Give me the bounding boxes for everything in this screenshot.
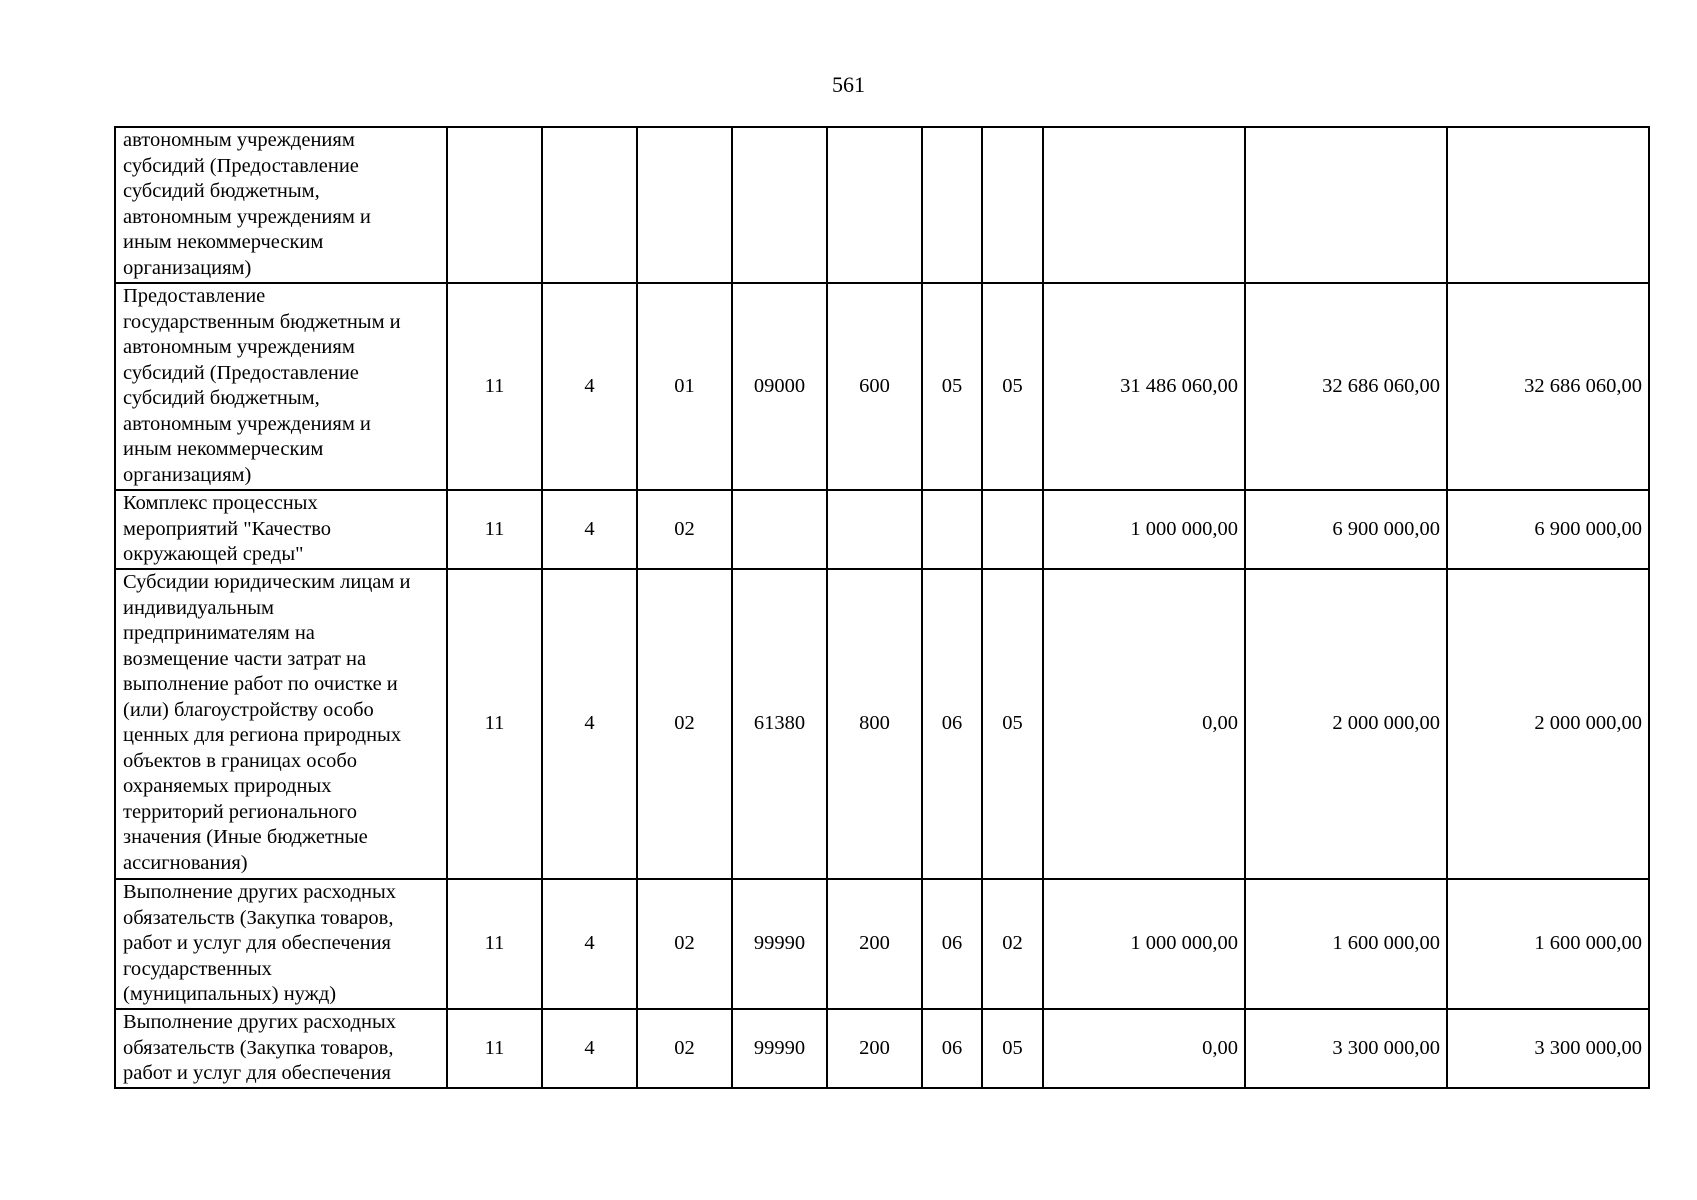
code-cell: 4 xyxy=(542,569,637,879)
table-row xyxy=(115,879,1649,1009)
code-cell: 99990 xyxy=(732,879,827,1009)
description-line: Выполнение других расходных xyxy=(123,1011,397,1033)
description-line: охраняемых природных xyxy=(123,775,332,797)
amount-cell: 3 300 000,00 xyxy=(1447,1009,1649,1088)
row-description xyxy=(115,127,447,283)
code-cell: 09000 xyxy=(732,283,827,490)
description-line: автономным учреждениям xyxy=(123,129,355,151)
code-cell: 06 xyxy=(922,569,982,879)
code-cell xyxy=(827,490,922,569)
amount-cell: 6 900 000,00 xyxy=(1245,490,1447,569)
table-row xyxy=(115,490,1649,569)
budget-table xyxy=(114,126,1650,1089)
code-cell: 4 xyxy=(542,879,637,1009)
code-cell: 02 xyxy=(637,569,732,879)
amount-cell xyxy=(1245,127,1447,283)
code-cell: 11 xyxy=(447,1009,542,1088)
description-line: территорий регионального xyxy=(123,800,357,823)
row-description xyxy=(115,1009,447,1088)
code-cell xyxy=(827,127,922,283)
code-cell: 200 xyxy=(827,1009,922,1088)
code-cell xyxy=(732,127,827,283)
code-cell: 11 xyxy=(447,283,542,490)
description-line: работ и услуг для обеспечения xyxy=(123,1062,391,1084)
code-cell xyxy=(922,127,982,283)
amount-cell: 0,00 xyxy=(1043,1009,1245,1088)
amount-cell: 1 000 000,00 xyxy=(1043,879,1245,1009)
code-cell: 02 xyxy=(982,879,1043,1009)
amount-cell: 2 000 000,00 xyxy=(1447,569,1649,879)
code-cell xyxy=(982,490,1043,569)
code-cell xyxy=(637,127,732,283)
description-line: субсидий бюджетным, xyxy=(123,180,320,202)
description-line: Комплекс процессных xyxy=(123,492,318,514)
description-line: возмещение части затрат на xyxy=(123,647,367,670)
code-cell: 05 xyxy=(982,569,1043,879)
code-cell: 02 xyxy=(637,490,732,569)
table-row xyxy=(115,1009,1649,1088)
description-line: иным некоммерческим xyxy=(123,438,324,460)
description-line: мероприятий "Качество xyxy=(123,517,332,540)
amount-cell xyxy=(1043,127,1245,283)
amount-cell: 2 000 000,00 xyxy=(1245,569,1447,879)
description-line: автономным учреждениям и xyxy=(123,205,371,228)
amount-cell: 1 600 000,00 xyxy=(1447,879,1649,1009)
code-cell xyxy=(447,127,542,283)
code-cell: 05 xyxy=(922,283,982,490)
code-cell: 4 xyxy=(542,490,637,569)
row-description xyxy=(115,283,447,490)
code-cell: 11 xyxy=(447,490,542,569)
code-cell: 61380 xyxy=(732,569,827,879)
description-line: Выполнение других расходных xyxy=(123,881,397,903)
description-line: организациям) xyxy=(123,463,252,486)
description-line: объектов в границах особо xyxy=(123,749,358,772)
row-description xyxy=(115,490,447,569)
description-line: субсидий бюджетным, xyxy=(123,387,320,409)
code-cell: 99990 xyxy=(732,1009,827,1088)
row-description xyxy=(115,879,447,1009)
description-line: (или) благоустройству особо xyxy=(123,698,374,721)
amount-cell: 31 486 060,00 xyxy=(1043,283,1245,490)
row-description xyxy=(115,569,447,879)
description-line: субсидий (Предоставление xyxy=(123,154,359,177)
code-cell xyxy=(732,490,827,569)
code-cell xyxy=(922,490,982,569)
code-cell: 4 xyxy=(542,1009,637,1088)
amount-cell: 6 900 000,00 xyxy=(1447,490,1649,569)
code-cell: 02 xyxy=(637,1009,732,1088)
amount-cell xyxy=(1447,127,1649,283)
code-cell: 200 xyxy=(827,879,922,1009)
description-line: выполнение работ по очистке и xyxy=(123,673,398,695)
amount-cell: 1 600 000,00 xyxy=(1245,879,1447,1009)
code-cell: 05 xyxy=(982,283,1043,490)
description-line: предпринимателям на xyxy=(123,622,315,644)
amount-cell: 32 686 060,00 xyxy=(1245,283,1447,490)
code-cell: 02 xyxy=(637,879,732,1009)
amount-cell: 1 000 000,00 xyxy=(1043,490,1245,569)
code-cell: 11 xyxy=(447,569,542,879)
description-line: (муниципальных) нужд) xyxy=(123,983,337,1005)
table-row xyxy=(115,127,1649,283)
code-cell xyxy=(982,127,1043,283)
code-cell xyxy=(542,127,637,283)
amount-cell: 3 300 000,00 xyxy=(1245,1009,1447,1088)
code-cell: 600 xyxy=(827,283,922,490)
amount-cell: 0,00 xyxy=(1043,569,1245,879)
table-row xyxy=(115,283,1649,490)
description-line: окружающей среды" xyxy=(123,543,304,565)
description-line: ценных для региона природных xyxy=(123,724,402,746)
description-line: Предоставление xyxy=(123,285,266,307)
description-line: значения (Иные бюджетные xyxy=(123,826,368,848)
description-line: обязательств (Закупка товаров, xyxy=(123,906,394,929)
code-cell: 4 xyxy=(542,283,637,490)
code-cell: 800 xyxy=(827,569,922,879)
description-line: государственным бюджетным и xyxy=(123,310,401,333)
description-line: ассигнования) xyxy=(123,851,248,874)
page-number: 561 xyxy=(832,72,865,97)
description-line: автономным учреждениям xyxy=(123,336,355,358)
description-line: обязательств (Закупка товаров, xyxy=(123,1036,394,1059)
description-line: индивидуальным xyxy=(123,596,274,619)
description-line: Субсидии юридическим лицам и xyxy=(123,571,411,593)
description-line: иным некоммерческим xyxy=(123,231,324,253)
amount-cell: 32 686 060,00 xyxy=(1447,283,1649,490)
description-line: организациям) xyxy=(123,256,252,279)
description-line: субсидий (Предоставление xyxy=(123,361,359,384)
code-cell: 05 xyxy=(982,1009,1043,1088)
description-line: автономным учреждениям и xyxy=(123,412,371,435)
code-cell: 06 xyxy=(922,1009,982,1088)
table-row xyxy=(115,569,1649,879)
code-cell: 06 xyxy=(922,879,982,1009)
description-line: работ и услуг для обеспечения xyxy=(123,932,391,954)
description-line: государственных xyxy=(123,957,272,980)
code-cell: 11 xyxy=(447,879,542,1009)
code-cell: 01 xyxy=(637,283,732,490)
